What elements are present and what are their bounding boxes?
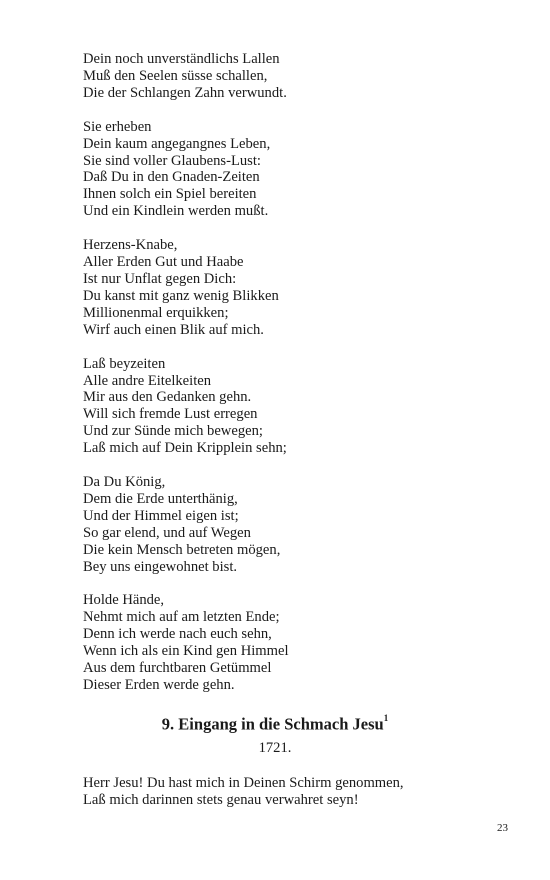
verse-line: Da Du König, [83,474,166,491]
verse-line: Ihnen solch ein Spiel bereiten [83,186,257,203]
stanza-2 [83,119,503,220]
verse-line: Und ein Kindlein werden mußt. [83,203,269,220]
verse-line: Wenn ich als ein Kind gen Himmel [83,643,289,660]
verse-line: Dem die Erde unterthänig, [83,490,238,507]
verse-line: So gar elend, und auf Wegen [83,524,251,541]
stanza-1 [83,51,503,102]
poem-stanzas [83,51,503,711]
stanza-3 [83,237,503,338]
verse-line: Sie erheben [83,118,152,135]
verse-line: Sie sind voller Glaubens-Lust: [83,152,261,169]
verse-line: Wirf auch einen Blik auf mich. [83,321,264,338]
verse-line: Und der Himmel eigen ist; [83,507,239,524]
verse-line: Dieser Erden werde gehn. [83,677,235,693]
verse-line: Aller Erden Gut und Haabe [83,254,244,271]
footnote-marker[interactable]: 1 [383,713,389,723]
verse-line: Ist nur Unflat gegen Dich: [83,270,237,287]
section-heading [0,710,550,735]
section-year: 1721. [258,740,292,756]
verse-line: Dein noch unverständlichs Lallen [83,51,280,67]
verse-line: Muß den Seelen süsse schallen, [83,67,268,84]
verse-line: Herzens-Knabe, [83,237,178,254]
verse-line: Bey uns eingewohnet bist. [83,558,238,575]
verse-line: Mir aus den Gedanken gehn. [83,389,252,406]
verse-line: Laß beyzeiten [83,355,166,372]
verse-line: Denn ich werde nach euch sehn, [83,626,272,643]
verse-line: Millionenmal erquikken; [83,304,229,321]
verse-line: Daß Du in den Gnaden-Zeiten [83,169,260,186]
stanza-6 [83,592,503,693]
verse-line: Will sich fremde Lust erregen [83,406,258,423]
verse-line: Aus dem furchtbaren Getümmel [83,660,272,677]
verse-line: Nehmt mich auf am letzten Ende; [83,609,280,626]
verse-line: Holde Hände, [83,592,165,609]
verse-line: Die der Schlangen Zahn verwundt. [83,84,287,101]
verse-line: Die kein Mensch betreten mögen, [83,541,281,558]
page-number: 23 [497,822,508,834]
verse-line: Laß mich auf Dein Kripplein sehn; [83,440,287,457]
verse-line: Herr Jesu! Du hast mich in Deinen Schirm genommen, [83,775,404,791]
verse-line: Und zur Sünde mich bewegen; [83,423,263,440]
verse-line: Laß mich darinnen stets genau verwahret seyn! [83,791,359,808]
verse-line: Alle andre Eitelkeiten [83,372,212,389]
verse-line: Dein kaum angegangnes Leben, [83,135,271,152]
section-opening-verses [83,775,523,809]
stanza-4 [83,356,503,457]
section-title: 9. Eingang in die Schmach Jesu [161,714,384,734]
stanza-5 [83,474,503,575]
verse-line: Du kanst mit ganz wenig Blikken [83,287,279,304]
